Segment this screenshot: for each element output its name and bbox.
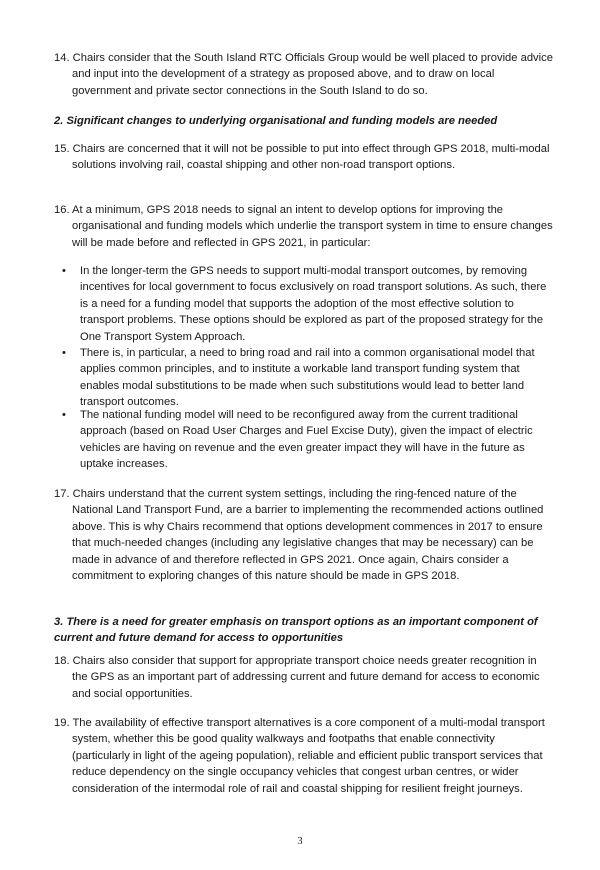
section-heading-3: 3. There is a need for greater emphasis on transport options as an important component of current and future demand for access to opportunities [54,616,538,645]
paragraph-16: 16. At a minimum, GPS 2018 needs to signal an intent to develop options for improving the organisational and funding models which underlie the transport system in time to ensure changes will be made before and reflected in GPS 2021, in particular: [54,204,553,249]
bullet-item-3: • The national funding model will need to be reconfigured away from the current traditional approach (based on Road User Charges and Fuel Excise Duty), given the impact of electric vehicles are having on revenue and the even greater impact they will have in the future as uptake increases. [62,409,533,471]
bullet-icon: • [62,265,66,277]
bullet-icon: • [62,347,66,359]
paragraph-14: 14. Chairs consider that the South Island RTC Officials Group would be well placed to provide advice and input into the development of a strategy as proposed above, and to draw on local government and private sector connections in the South Island to do so. [54,52,553,97]
paragraph-17: 17. Chairs understand that the current system settings, including the ring-fenced nature of the National Land Transport Fund, are a barrier to implementing the recommended actions outlined above. This is why Chairs recommend that options development commences in 2017 to ensure that much-needed changes (including any legislative changes that may be necessary) can be made in advance of and therefore reflected in GPS 2021. Once again, Chairs consider a commitment to exploring changes of this nature should be made in GPS 2018. [54,488,544,583]
paragraph-15: 15. Chairs are concerned that it will not be possible to put into effect through GPS 2018, multi-modal solutions involving rail, coastal shipping and other non-road transport options. [54,143,550,172]
page-number: 3 [297,836,303,847]
section-heading-2: 2. Significant changes to underlying organisational and funding models are needed [54,115,498,127]
paragraph-19: 19. The availability of effective transport alternatives is a core component of a multi-modal transport system, whether this be good quality walkways and footpaths that enable connectivity (particularly in light of the ageing population), reliable and efficient public transport services that reduce dependency on the single occupancy vehicles that congest urban centres, or wider consideration of the intermodal role of rail and coastal shipping for resilient freight journeys. [54,717,545,795]
bullet-item-2: • There is, in particular, a need to bring road and rail into a common organisational model that applies common principles, and to institute a workable land transport funding system that enables modal substitutions to be made when such substitutions would lead to better land transport outcomes. [62,347,535,409]
bullet-item-1: • In the longer-term the GPS needs to support multi-modal transport outcomes, by removing incentives for local government to focus exclusively on road transport solutions. As such, there is a need for a funding model that supports the adoption of the most effective solution to transport problems. These options should be explored as part of the proposed strategy for the One Transport System Approach. [62,265,547,343]
bullet-icon: • [62,409,66,421]
paragraph-18: 18. Chairs also consider that support for appropriate transport choice needs greater recognition in the GPS as an important part of addressing current and future demand for access to economic and social opportunities. [54,655,540,700]
